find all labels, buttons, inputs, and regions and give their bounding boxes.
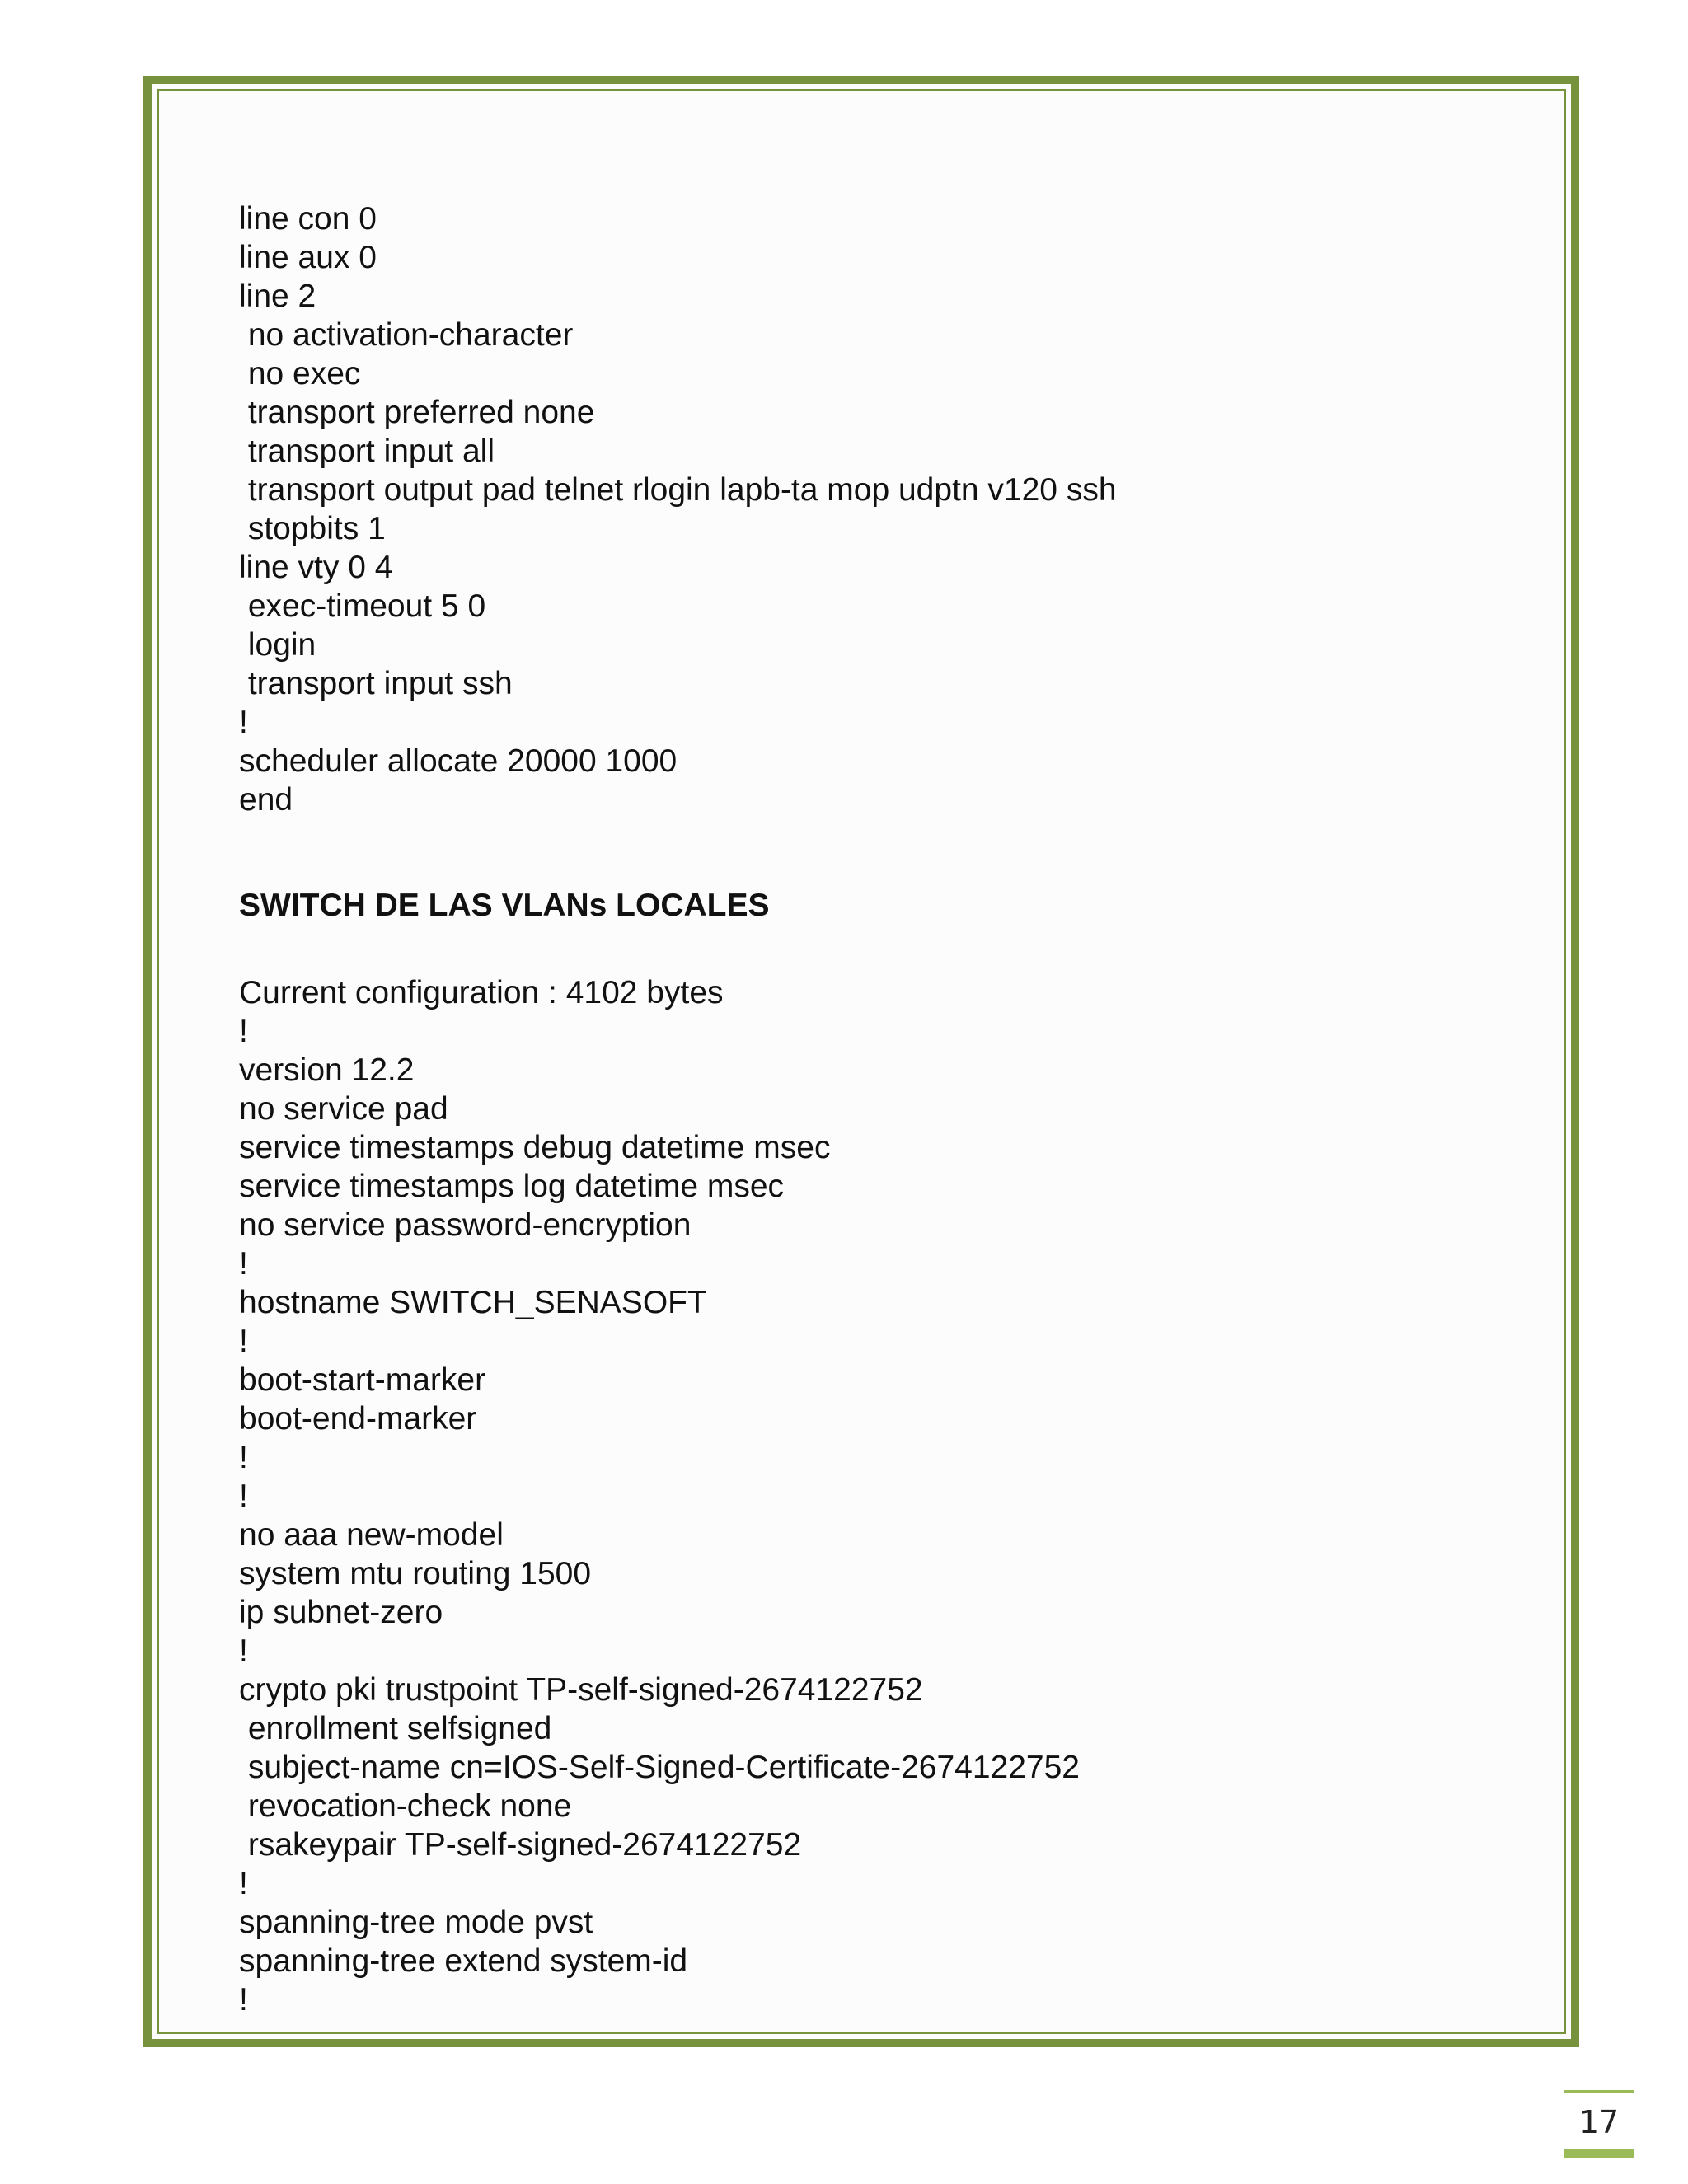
config-line: Current configuration : 4102 bytes	[239, 975, 724, 1010]
config-line: transport input ssh	[239, 666, 513, 701]
config-line: transport input all	[239, 434, 495, 469]
config-line: transport preferred none	[239, 395, 595, 430]
config-line: no service password-encryption	[239, 1207, 692, 1243]
config-line: version 12.2	[239, 1052, 415, 1088]
page-number-box	[1564, 2090, 1634, 2156]
config-line: !	[239, 705, 248, 740]
config-line: no aaa new-model	[239, 1517, 504, 1553]
config-line: revocation-check none	[239, 1788, 572, 1824]
config-line: !	[239, 1866, 248, 1901]
config-line: boot-start-marker	[239, 1362, 486, 1398]
config-line: rsakeypair TP-self-signed-2674122752	[239, 1827, 802, 1863]
config-line: no service pad	[239, 1091, 448, 1127]
config-line: !	[239, 1633, 248, 1669]
config-line: login	[239, 627, 316, 663]
config-line: stopbits 1	[239, 511, 386, 546]
config-line: !	[239, 1246, 248, 1282]
config-line: end	[239, 782, 293, 818]
config-line: no exec	[239, 356, 361, 391]
config-line: service timestamps debug datetime msec	[239, 1130, 831, 1165]
config-line: line con 0	[239, 201, 377, 237]
config-line: no activation-character	[239, 317, 574, 353]
config-line: system mtu routing 1500	[239, 1556, 592, 1591]
config-line: subject-name cn=IOS-Self-Signed-Certificate-2674122752	[239, 1750, 1080, 1785]
config-line: transport output pad telnet rlogin lapb-ta mop udptn v120 ssh	[239, 472, 1117, 508]
config-line: crypto pki trustpoint TP-self-signed-2674122752	[239, 1672, 923, 1708]
config-line: ip subnet-zero	[239, 1595, 443, 1630]
config-line: boot-end-marker	[239, 1401, 477, 1436]
page-number: 17	[1578, 2104, 1620, 2140]
config-line: exec-timeout 5 0	[239, 588, 486, 624]
config-line: !	[239, 1014, 248, 1049]
page-number-top-rule	[1564, 2090, 1634, 2093]
config-line: !	[239, 1324, 248, 1359]
config-line: spanning-tree extend system-id	[239, 1943, 688, 1979]
page-number-bottom-rule	[1564, 2149, 1634, 2158]
config-line: spanning-tree mode pvst	[239, 1905, 593, 1940]
config-line: line vty 0 4	[239, 550, 393, 585]
config-line: enrollment selfsigned	[239, 1711, 552, 1746]
config-line: service timestamps log datetime msec	[239, 1169, 785, 1204]
config-line: line aux 0	[239, 240, 377, 275]
config-line: !	[239, 1440, 248, 1475]
config-line: scheduler allocate 20000 1000	[239, 743, 678, 779]
section-heading: SWITCH DE LAS VLANs LOCALES	[239, 888, 770, 923]
config-line: hostname SWITCH_SENASOFT	[239, 1285, 707, 1320]
config-line: !	[239, 1982, 248, 2018]
config-line: !	[239, 1479, 248, 1514]
config-line: line 2	[239, 279, 316, 314]
